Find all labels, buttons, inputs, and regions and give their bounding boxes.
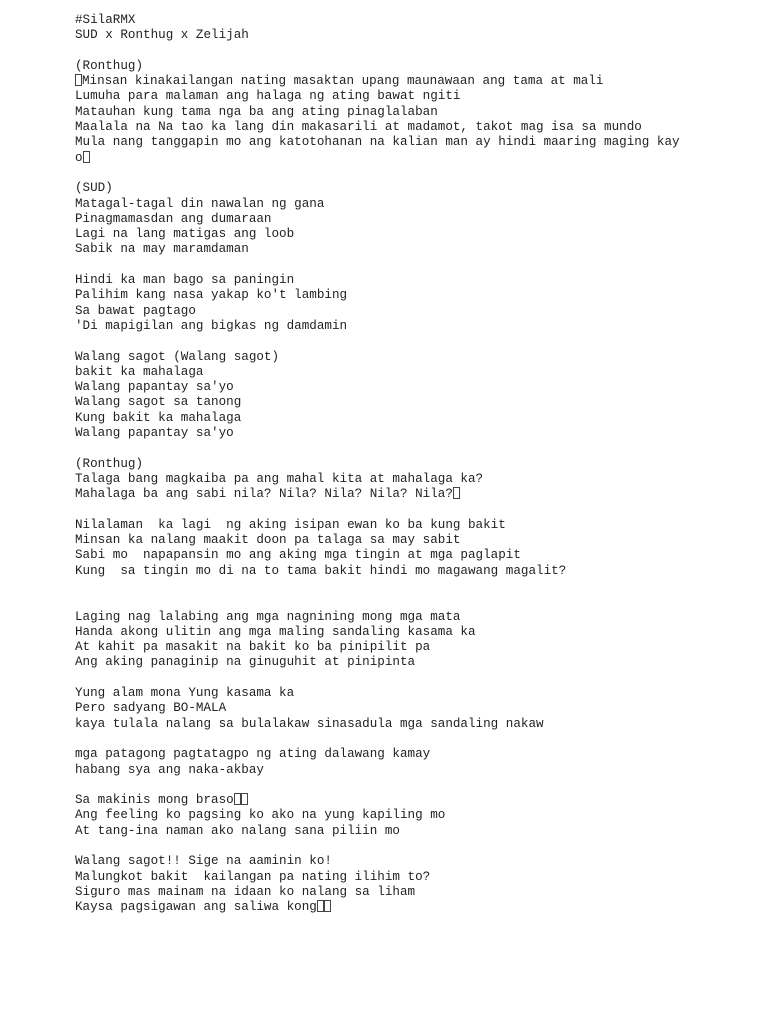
missing-glyph-box	[241, 793, 248, 805]
lyric-line: Walang papantay sa'yo	[75, 380, 234, 395]
missing-glyph-box	[234, 793, 241, 805]
stanza-gap	[75, 839, 695, 854]
lyric-line: kaya tulala nalang sa bulalakaw sinasadula mga sandaling nakaw	[75, 716, 544, 731]
lyric-line: Yung alam mona Yung kasama ka	[75, 686, 295, 701]
lyric-line: Malungkot bakit kailangan pa nating ilihim to?	[75, 869, 431, 884]
hashtag-line: #SilaRMX	[75, 13, 136, 27]
lyric-line: Walang sagot!! Sige na aaminin ko!	[75, 854, 332, 869]
stanza-gap	[75, 334, 695, 349]
stanza-gap	[75, 258, 695, 273]
lyric-line: Siguro mas mainam na idaan ko nalang sa liham	[75, 884, 416, 899]
lyric-line: Nilalaman ka lagi ng aking isipan ewan ko ba kung bakit	[75, 517, 506, 532]
stanza-gap	[75, 441, 695, 456]
lyric-line: Walang sagot sa tanong	[75, 395, 242, 410]
lyric-line: Kung sa tingin mo di na to tama bakit hindi mo magawang magalit?	[75, 563, 567, 578]
lyric-line: Laging nag lalabing ang mga nagnining mong mga mata	[75, 609, 461, 624]
lyric-line: Lagi na lang matigas ang loob	[75, 227, 295, 242]
lyric-line: Sa makinis mong braso	[75, 793, 695, 808]
lyric-line: At tang-ina naman ako nalang sana piliin mo	[75, 823, 400, 838]
lyric-line: Matauhan kung tama nga ba ang ating pinaglalaban	[75, 104, 438, 119]
lyric-line: mga patagong pagtatagpo ng ating dalawang kamay	[75, 747, 431, 762]
speaker-label: (Ronthug)	[75, 456, 144, 471]
lyric-line: Maalala na Na tao ka lang din makasarili at madamot, takot mag isa sa mundo	[75, 120, 642, 135]
lyric-line: At kahit pa masakit na bakit ko ba pinipilit pa	[75, 640, 431, 655]
lyric-line: Matagal-tagal din nawalan ng gana	[75, 196, 325, 211]
lyric-line: habang sya ang naka-akbay	[75, 762, 264, 777]
missing-glyph-box	[324, 900, 331, 912]
lyric-line: Lumuha para malaman ang halaga ng ating bawat ngiti	[75, 89, 461, 104]
missing-glyph-box	[75, 74, 82, 86]
lyric-line: Walang sagot (Walang sagot)	[75, 349, 280, 364]
lyric-line: Sabi mo napapansin mo ang aking mga tingin at mga paglapit	[75, 548, 521, 563]
missing-glyph-box	[317, 900, 324, 912]
artists-line: SUD x Ronthug x Zelijah	[75, 28, 249, 43]
lyric-line: Walang papantay sa'yo	[75, 426, 234, 441]
lyric-line: Handa akong ulitin ang mga maling sandaling kasama ka	[75, 624, 476, 639]
stanza-gap	[75, 579, 695, 610]
lyric-line: Palihim kang nasa yakap ko't lambing	[75, 288, 348, 303]
stanza-gap	[75, 166, 695, 181]
stanza-gap	[75, 732, 695, 747]
lyric-line: Ang feeling ko pagsing ko ako na yung kapiling mo	[75, 808, 446, 823]
lyric-line: Talaga bang magkaiba pa ang mahal kita at mahalaga ka?	[75, 471, 484, 486]
stanza-gap	[75, 44, 695, 59]
lyric-line: Sa bawat pagtago	[75, 303, 196, 318]
lyric-line: Pero sadyang BO-MALA	[75, 701, 227, 716]
stanza-gap	[75, 778, 695, 793]
missing-glyph-box	[83, 151, 90, 163]
stanza-gap	[75, 503, 695, 518]
lyric-line: Kung bakit ka mahalaga	[75, 410, 242, 425]
lyric-line: Mahalaga ba ang sabi nila? Nila? Nila? Nila? Nila?	[75, 487, 695, 502]
lyric-line: Hindi ka man bago sa paningin	[75, 273, 295, 288]
lyric-line: Ang aking panaginip na ginuguhit at pinipinta	[75, 655, 416, 670]
lyric-line: Pinagmamasdan ang dumaraan	[75, 211, 272, 226]
lyric-line: o	[75, 151, 695, 166]
lyric-line: Sabik na may maramdaman	[75, 242, 249, 257]
speaker-label: (Ronthug)	[75, 58, 144, 73]
speaker-label: (SUD)	[75, 181, 113, 196]
lyric-line: Kaysa pagsigawan ang saliwa kong	[75, 900, 695, 915]
lyric-line: Mula nang tanggapin mo ang katotohanan na kalian man ay hindi maaring maging kay	[75, 135, 680, 150]
lyric-line: 'Di mapigilan ang bigkas ng damdamin	[75, 318, 348, 333]
stanza-gap	[75, 671, 695, 686]
missing-glyph-box	[453, 487, 460, 499]
lyrics-body	[75, 13, 695, 916]
lyric-line: Minsan kinakailangan nating masaktan upang maunawaan ang tama at mali	[75, 74, 695, 89]
lyric-line: Minsan ka nalang maakit doon pa talaga sa may sabit	[75, 533, 461, 548]
lyric-line: bakit ka mahalaga	[75, 364, 204, 379]
